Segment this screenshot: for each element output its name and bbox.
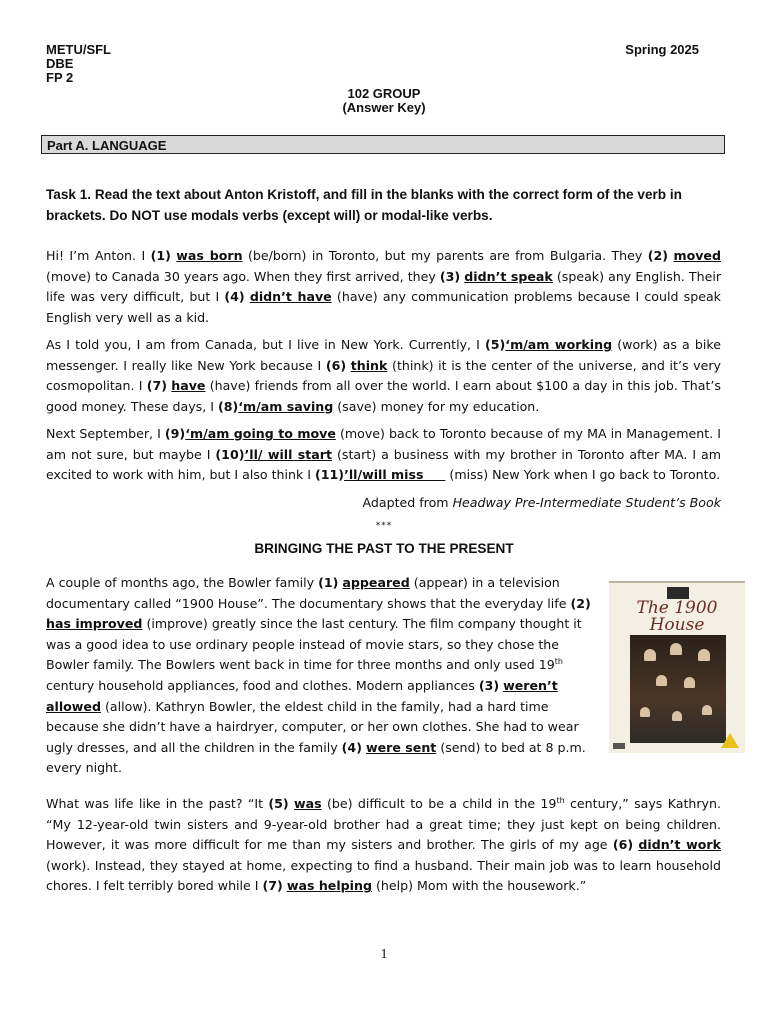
part-a-heading: Part A. LANGUAGE — [41, 135, 725, 154]
anton-paragraph-1: Hi! I’m Anton. I (1) was born (be/born) in Toronto, but my parents are from Bulgaria. They (2) moved (move) to Canada 30 years ago. When they first arrived, they (3) didn’t speak (speak) any English. Their life was very difficult, but I (4) didn’t have (have) any communication problems because I could speak English very well as a kid. — [46, 248, 721, 325]
rating-badge-icon — [721, 733, 739, 748]
anton-paragraph-2: As I told you, I am from Canada, but I live in New York. Currently, I (5)‘m/am working (work) as a bike messenger. I really like New York because I (6) think (think) it is the center of the universe, and it’s very cosmopolitan. I (7) have (have) friends from all over the world. I earn about $100 a day in this job. That’s good money. These days, I (8)‘m/am saving (save) money for my education. — [46, 337, 721, 414]
dvd-logo-icon — [613, 743, 625, 749]
header-department: DBE — [46, 56, 74, 71]
separator: *** — [375, 521, 393, 531]
source-citation — [362, 493, 721, 513]
bowler-paragraph-2: What was life like in the past? “It (5) was (be) difficult to be a child in the 19th century,” says Kathryn. “My 12-year-old twin sisters and 9-year-old brother had a great time; they just kept on being children. However, it was more difficult for me than my sisters and brother. The girls of my age (6) didn’t work (work). Instead, they stayed at home, expecting to find a husband. Their main job was to learn household chores. I felt terribly bored while I (7) was helping (help) Mom with the housework.” — [46, 795, 722, 894]
section-heading: BRINGING THE PAST TO THE PRESENT — [254, 541, 514, 556]
bowler-paragraph-1: A couple of months ago, the Bowler family (1) appeared (appear) in a television documentary called “1900 House”. The documentary shows that the everyday life (2) has improved (improve) greatly since the last century. The film company thought it was a good idea to use ordinary people instead of movie stars, so they chose the Bowler family. The Bowlers went back in time for three months and only used 19th century household appliances, food and clothes. Modern appliances (3) weren’t allowed (allow). Kathryn Bowler, the eldest child in the family, had a hard time because she didn’t have a hairdryer, computer, or her own clothes. She had to wear ugly dresses, and all the children in the family (4) were sent (send) to bed at 8 p.m. every night. — [46, 575, 591, 776]
title-answer-key: (Answer Key) — [342, 100, 426, 115]
page-number: 1 — [380, 947, 388, 962]
header-course: FP 2 — [46, 70, 74, 85]
dvd-cover-image — [609, 581, 745, 753]
anton-paragraph-3: Next September, I (9)‘m/am going to move (move) back to Toronto because of my MA in Management. I am not sure, but maybe I (10)’ll/ will start (start) a business with my brother in Toronto after MA. I am excited to work with him, but I also think I (11)’ll/will miss (miss) New York when I go back to Toronto. — [46, 426, 721, 483]
title-group: 102 GROUP — [347, 86, 421, 101]
document-title — [0, 87, 768, 115]
source-prefix: Adapted from — [362, 495, 453, 510]
family-photo — [630, 635, 726, 743]
cover-title-line1: The 1900 — [636, 598, 718, 618]
header-institution: METU/SFL — [46, 42, 111, 57]
header-left — [46, 43, 111, 85]
source-title: Headway Pre-Intermediate Student’s Book — [452, 495, 721, 510]
task1-instruction: Task 1. Read the text about Anton Kristoff, and fill in the blanks with the correct form of the verb in brackets. Do NOT use modals verbs (except will) or modal-like verbs. — [46, 187, 682, 223]
header-term: Spring 2025 — [625, 42, 699, 57]
cover-title-line2: House — [649, 615, 705, 635]
